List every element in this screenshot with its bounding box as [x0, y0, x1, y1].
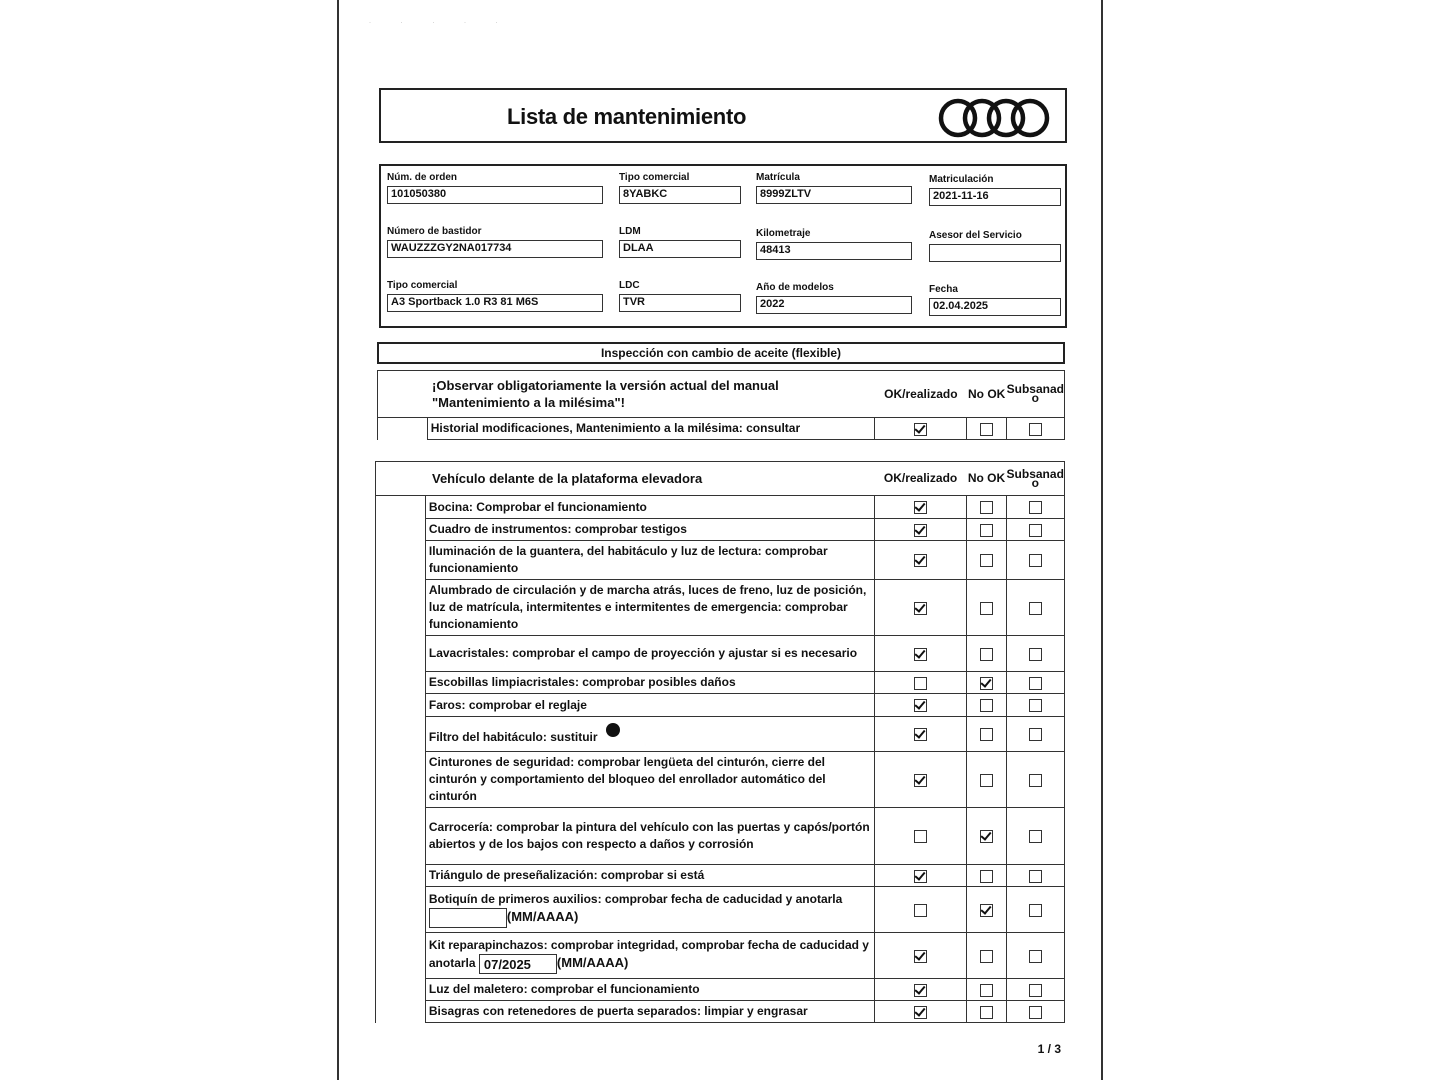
checklist-row — [376, 979, 1065, 1001]
checklist-row — [378, 418, 1065, 440]
commercial-type-value: A3 Sportback 1.0 R3 81 M6S — [387, 294, 603, 312]
checkbox-nok[interactable] — [980, 728, 993, 741]
checkbox-nok[interactable] — [980, 904, 993, 917]
checklist-item-label: Alumbrado de circulación y de marcha atrás, luces de freno, luz de posición, luz de matrícula, intermitentes e intermitentes de emergencia: comprobar funcionamiento — [428, 583, 867, 631]
checkbox-ok[interactable] — [914, 774, 927, 787]
checklist-item-text — [425, 496, 874, 519]
checkbox-cell-sub — [1006, 933, 1064, 979]
checkbox-cell-nok — [967, 418, 1007, 440]
col-header-sub: Subsanad o — [1006, 462, 1064, 496]
manual-check-table — [377, 370, 1065, 440]
date-field: Fecha 02.04.2025 — [929, 284, 1061, 316]
checkbox-cell-ok — [875, 1001, 967, 1023]
row-indent — [376, 752, 426, 808]
row-indent — [376, 1001, 426, 1023]
checkbox-ok[interactable] — [914, 648, 927, 661]
order-number-field: Núm. de orden 101050380 — [387, 172, 603, 204]
checkbox-cell-ok — [875, 717, 967, 752]
plate-value: 8999ZLTV — [756, 186, 912, 204]
checklist-item-label: Lavacristales: comprobar el campo de proyección y ajustar si es necesario — [428, 646, 858, 660]
checkbox-sub[interactable] — [1029, 524, 1042, 537]
checkbox-cell-ok — [875, 865, 967, 887]
checklist-item-text — [425, 580, 874, 636]
row-indent — [376, 519, 426, 541]
checkbox-cell-ok — [875, 541, 967, 580]
vin-field: Número de bastidor WAUZZZGY2NA017734 — [387, 226, 603, 258]
date-format-hint: (MM/AAAA) — [506, 909, 579, 925]
checkbox-cell-ok — [875, 636, 967, 672]
checkbox-nok[interactable] — [980, 602, 993, 615]
vehicle-info-panel — [379, 164, 1067, 328]
inspection-type-banner: Inspección con cambio de aceite (flexible) — [377, 342, 1065, 364]
checkbox-sub[interactable] — [1029, 728, 1042, 741]
checkbox-cell-nok — [967, 496, 1007, 519]
checkbox-cell-sub — [1006, 541, 1064, 580]
section-header-row — [378, 371, 1065, 418]
checkbox-cell-sub — [1006, 887, 1064, 933]
row-indent — [376, 865, 426, 887]
model-year-value: 2022 — [756, 296, 912, 314]
scan-specks: · · · · · — [369, 20, 512, 26]
checkbox-nok[interactable] — [980, 830, 993, 843]
checkbox-ok[interactable] — [914, 501, 927, 514]
row-indent — [376, 672, 426, 694]
checkbox-sub[interactable] — [1029, 774, 1042, 787]
checklist-row — [376, 694, 1065, 717]
checklist-row — [376, 1001, 1065, 1023]
row-indent — [376, 887, 426, 933]
checkbox-cell-nok — [967, 694, 1007, 717]
checklist-item-text — [425, 541, 874, 580]
checkbox-cell-sub — [1006, 519, 1064, 541]
checkbox-cell-nok — [967, 519, 1007, 541]
checklist-row — [376, 541, 1065, 580]
checkbox-sub[interactable] — [1029, 950, 1042, 963]
checkbox-nok[interactable] — [980, 950, 993, 963]
checkbox-nok[interactable] — [980, 984, 993, 997]
document-page — [337, 0, 1103, 1080]
checkbox-cell-ok — [875, 933, 967, 979]
checklist-item-label: Faros: comprobar el reglaje — [428, 697, 587, 712]
checkbox-cell-sub — [1007, 418, 1065, 440]
checkbox-cell-sub — [1006, 1001, 1064, 1023]
checklist-item-text — [425, 717, 874, 752]
commercial-type-field: Tipo comercial A3 Sportback 1.0 R3 81 M6S — [387, 280, 603, 312]
checkbox-sub[interactable] — [1029, 984, 1042, 997]
checkbox-ok[interactable] — [914, 830, 927, 843]
vin-value: WAUZZZGY2NA017734 — [387, 240, 603, 258]
checklist-row — [376, 887, 1065, 933]
checklist-item-text — [427, 418, 875, 440]
checklist-item-text — [425, 752, 874, 808]
row-indent — [376, 496, 426, 519]
checklist-item-label: Botiquín de primeros auxilios: comprobar fecha de caducidad y anotarla — [428, 892, 843, 906]
col-header-nok: No OK — [967, 462, 1007, 496]
ldc-value: TVR — [619, 294, 741, 312]
checkbox-sub[interactable] — [1029, 501, 1042, 514]
ldm-field: LDM DLAA — [619, 226, 741, 258]
checkbox-cell-nok — [967, 808, 1007, 865]
checkbox-sub[interactable] — [1029, 677, 1042, 690]
checklist-item-label: Carrocería: comprobar la pintura del vehículo con las puertas y capós/portón abiertos y de los bajos con respecto a daños y corrosión — [428, 820, 870, 851]
registration-date-field: Matriculación 2021-11-16 — [929, 174, 1061, 206]
checklist-item-text — [425, 933, 874, 979]
checkbox-ok[interactable] — [914, 728, 927, 741]
commercial-type-code-field: Tipo comercial 8YABKC — [619, 172, 741, 204]
ldc-field: LDC TVR — [619, 280, 741, 312]
checklist-item-text — [425, 636, 874, 672]
checklist-item-text — [425, 979, 874, 1001]
checkbox-sub[interactable] — [1029, 602, 1042, 615]
checklist-item-label: Bocina: Comprobar el funcionamiento — [428, 499, 647, 514]
checkbox-sub[interactable] — [1029, 423, 1042, 436]
checklist-row — [376, 580, 1065, 636]
checkbox-sub[interactable] — [1029, 699, 1042, 712]
checklist-item-text — [425, 865, 874, 887]
row-indent — [376, 580, 426, 636]
mileage-value: 48413 — [756, 242, 912, 260]
checklist-row — [376, 752, 1065, 808]
checklist-row — [376, 519, 1065, 541]
checkbox-cell-nok — [967, 752, 1007, 808]
checklist-item-label: Historial modificaciones, Mantenimiento a la milésima: consultar — [430, 421, 801, 435]
checkbox-nok[interactable] — [980, 699, 993, 712]
checkbox-cell-nok — [967, 933, 1007, 979]
checkbox-ok[interactable] — [914, 984, 927, 997]
checkbox-cell-nok — [967, 887, 1007, 933]
checklist-item-label: Iluminación de la guantera, del habitáculo y luz de lectura: comprobar funcionamiento — [428, 544, 828, 575]
registration-date-value: 2021-11-16 — [929, 188, 1061, 206]
checkbox-sub[interactable] — [1029, 830, 1042, 843]
checklist-item-text — [425, 694, 874, 717]
commercial-type-code-value: 8YABKC — [619, 186, 741, 204]
checkbox-nok[interactable] — [980, 774, 993, 787]
checkbox-ok[interactable] — [914, 1006, 927, 1019]
service-advisor-value — [929, 244, 1061, 262]
checkbox-cell-sub — [1006, 694, 1064, 717]
checkbox-cell-sub — [1006, 580, 1064, 636]
checkbox-nok[interactable] — [980, 648, 993, 661]
checkbox-cell-ok — [875, 496, 967, 519]
checklist-item-label: Luz del maletero: comprobar el funcionamiento — [428, 982, 700, 996]
checkbox-cell-ok — [875, 418, 967, 440]
checkbox-cell-ok — [875, 808, 967, 865]
ldm-value: DLAA — [619, 240, 741, 258]
checkbox-ok[interactable] — [914, 950, 927, 963]
row-indent — [376, 979, 426, 1001]
checkbox-sub[interactable] — [1029, 648, 1042, 661]
row-indent — [376, 933, 426, 979]
checklist-item-label: Bisagras con retenedores de puerta separados: limpiar y engrasar — [428, 1004, 808, 1018]
checkbox-sub[interactable] — [1029, 1006, 1042, 1019]
order-number-value: 101050380 — [387, 186, 603, 204]
checkbox-cell-nok — [967, 672, 1007, 694]
checkbox-ok[interactable] — [914, 870, 927, 883]
checkbox-cell-sub — [1006, 865, 1064, 887]
service-advisor-field: Asesor del Servicio — [929, 230, 1061, 262]
checkbox-cell-nok — [967, 1001, 1007, 1023]
vehicle-check-table — [375, 461, 1065, 1023]
row-indent — [376, 636, 426, 672]
row-indent — [376, 717, 426, 752]
checkbox-sub[interactable] — [1029, 870, 1042, 883]
checkbox-cell-ok — [875, 694, 967, 717]
checkbox-cell-ok — [875, 887, 967, 933]
checklist-item-text — [425, 519, 874, 541]
checklist-row — [376, 717, 1065, 752]
checkbox-cell-ok — [875, 580, 967, 636]
col-header-sub: Subsanad o — [1007, 371, 1065, 418]
checklist-row — [376, 672, 1065, 694]
checkbox-cell-ok — [875, 979, 967, 1001]
checkbox-cell-ok — [875, 672, 967, 694]
checkbox-cell-sub — [1006, 717, 1064, 752]
checkbox-cell-nok — [967, 541, 1007, 580]
checklist-item-label: Escobillas limpiacristales: comprobar posibles daños — [428, 675, 736, 689]
checklist-row — [376, 636, 1065, 672]
checklist-item-text — [425, 672, 874, 694]
col-header-ok: OK/realizado — [875, 462, 967, 496]
checkbox-sub[interactable] — [1029, 554, 1042, 567]
checkbox-cell-nok — [967, 636, 1007, 672]
checkbox-nok[interactable] — [980, 501, 993, 514]
checkbox-cell-ok — [875, 752, 967, 808]
checkbox-nok[interactable] — [980, 524, 993, 537]
checkbox-cell-ok — [875, 519, 967, 541]
document-title: Lista de mantenimiento — [507, 104, 747, 129]
checkbox-ok[interactable] — [914, 677, 927, 690]
date-value: 02.04.2025 — [929, 298, 1061, 316]
checklist-item-label: Filtro del habitáculo: sustituir — [428, 729, 598, 744]
checklist-item-label: Cuadro de instrumentos: comprobar testigos — [428, 522, 687, 536]
checkbox-sub[interactable] — [1029, 904, 1042, 917]
checkbox-nok[interactable] — [980, 423, 993, 436]
section-heading: Vehículo delante de la plataforma elevadora — [376, 462, 875, 496]
checkbox-nok[interactable] — [980, 1006, 993, 1019]
checkbox-cell-sub — [1006, 672, 1064, 694]
brand-rings-logo — [937, 96, 1055, 140]
checkbox-nok[interactable] — [980, 677, 993, 690]
checkbox-ok[interactable] — [914, 423, 927, 436]
row-indent — [376, 808, 426, 865]
checkbox-cell-sub — [1006, 808, 1064, 865]
checklist-row — [376, 808, 1065, 865]
mileage-field: Kilometraje 48413 — [756, 228, 912, 260]
checkbox-ok[interactable] — [914, 904, 927, 917]
checkbox-ok[interactable] — [914, 602, 927, 615]
checkbox-nok[interactable] — [980, 554, 993, 567]
checklist-item-text — [425, 1001, 874, 1023]
checklist-item-label: Cinturones de seguridad: comprobar lengüeta del cinturón, cierre del cinturón y comportamiento del bloqueo del enrollador automático del cinturón — [428, 755, 826, 803]
checkbox-cell-sub — [1006, 752, 1064, 808]
section-heading: ¡Observar obligatoriamente la versión actual del manual "Mantenimiento a la milésima"! — [378, 371, 875, 418]
expiry-date-input[interactable]: 07/2025 — [479, 954, 557, 974]
checklist-item-text — [425, 887, 874, 933]
checkbox-ok[interactable] — [914, 554, 927, 567]
row-indent — [376, 541, 426, 580]
section-header-row — [376, 462, 1065, 496]
checkbox-cell-sub — [1006, 979, 1064, 1001]
checkbox-cell-nok — [967, 580, 1007, 636]
checkbox-ok[interactable] — [914, 524, 927, 537]
checklist-row — [376, 496, 1065, 519]
checkbox-cell-sub — [1006, 496, 1064, 519]
checklist-item-text — [425, 808, 874, 865]
row-indent — [378, 418, 428, 440]
checkbox-cell-sub — [1006, 636, 1064, 672]
checkbox-cell-nok — [967, 865, 1007, 887]
page-number: 1 / 3 — [1037, 1042, 1061, 1056]
checkbox-nok[interactable] — [980, 870, 993, 883]
model-year-field: Año de modelos 2022 — [756, 282, 912, 314]
expiry-date-input[interactable] — [429, 908, 507, 928]
col-header-nok: No OK — [967, 371, 1007, 418]
date-format-hint: (MM/AAAA) — [556, 955, 629, 971]
col-header-ok: OK/realizado — [875, 371, 967, 418]
ink-dot-mark — [606, 723, 620, 737]
checklist-item-label: Triángulo de preseñalización: comprobar si está — [428, 868, 705, 882]
checklist-item-label: Kit reparapinchazos: comprobar integridad, comprobar fecha de caducidad y anotarla — [428, 938, 869, 971]
row-indent — [376, 694, 426, 717]
checkbox-ok[interactable] — [914, 699, 927, 712]
checklist-row — [376, 865, 1065, 887]
checkbox-cell-nok — [967, 979, 1007, 1001]
plate-field: Matrícula 8999ZLTV — [756, 172, 912, 204]
checkbox-cell-nok — [967, 717, 1007, 752]
checklist-row — [376, 933, 1065, 979]
document-header — [379, 88, 1067, 143]
